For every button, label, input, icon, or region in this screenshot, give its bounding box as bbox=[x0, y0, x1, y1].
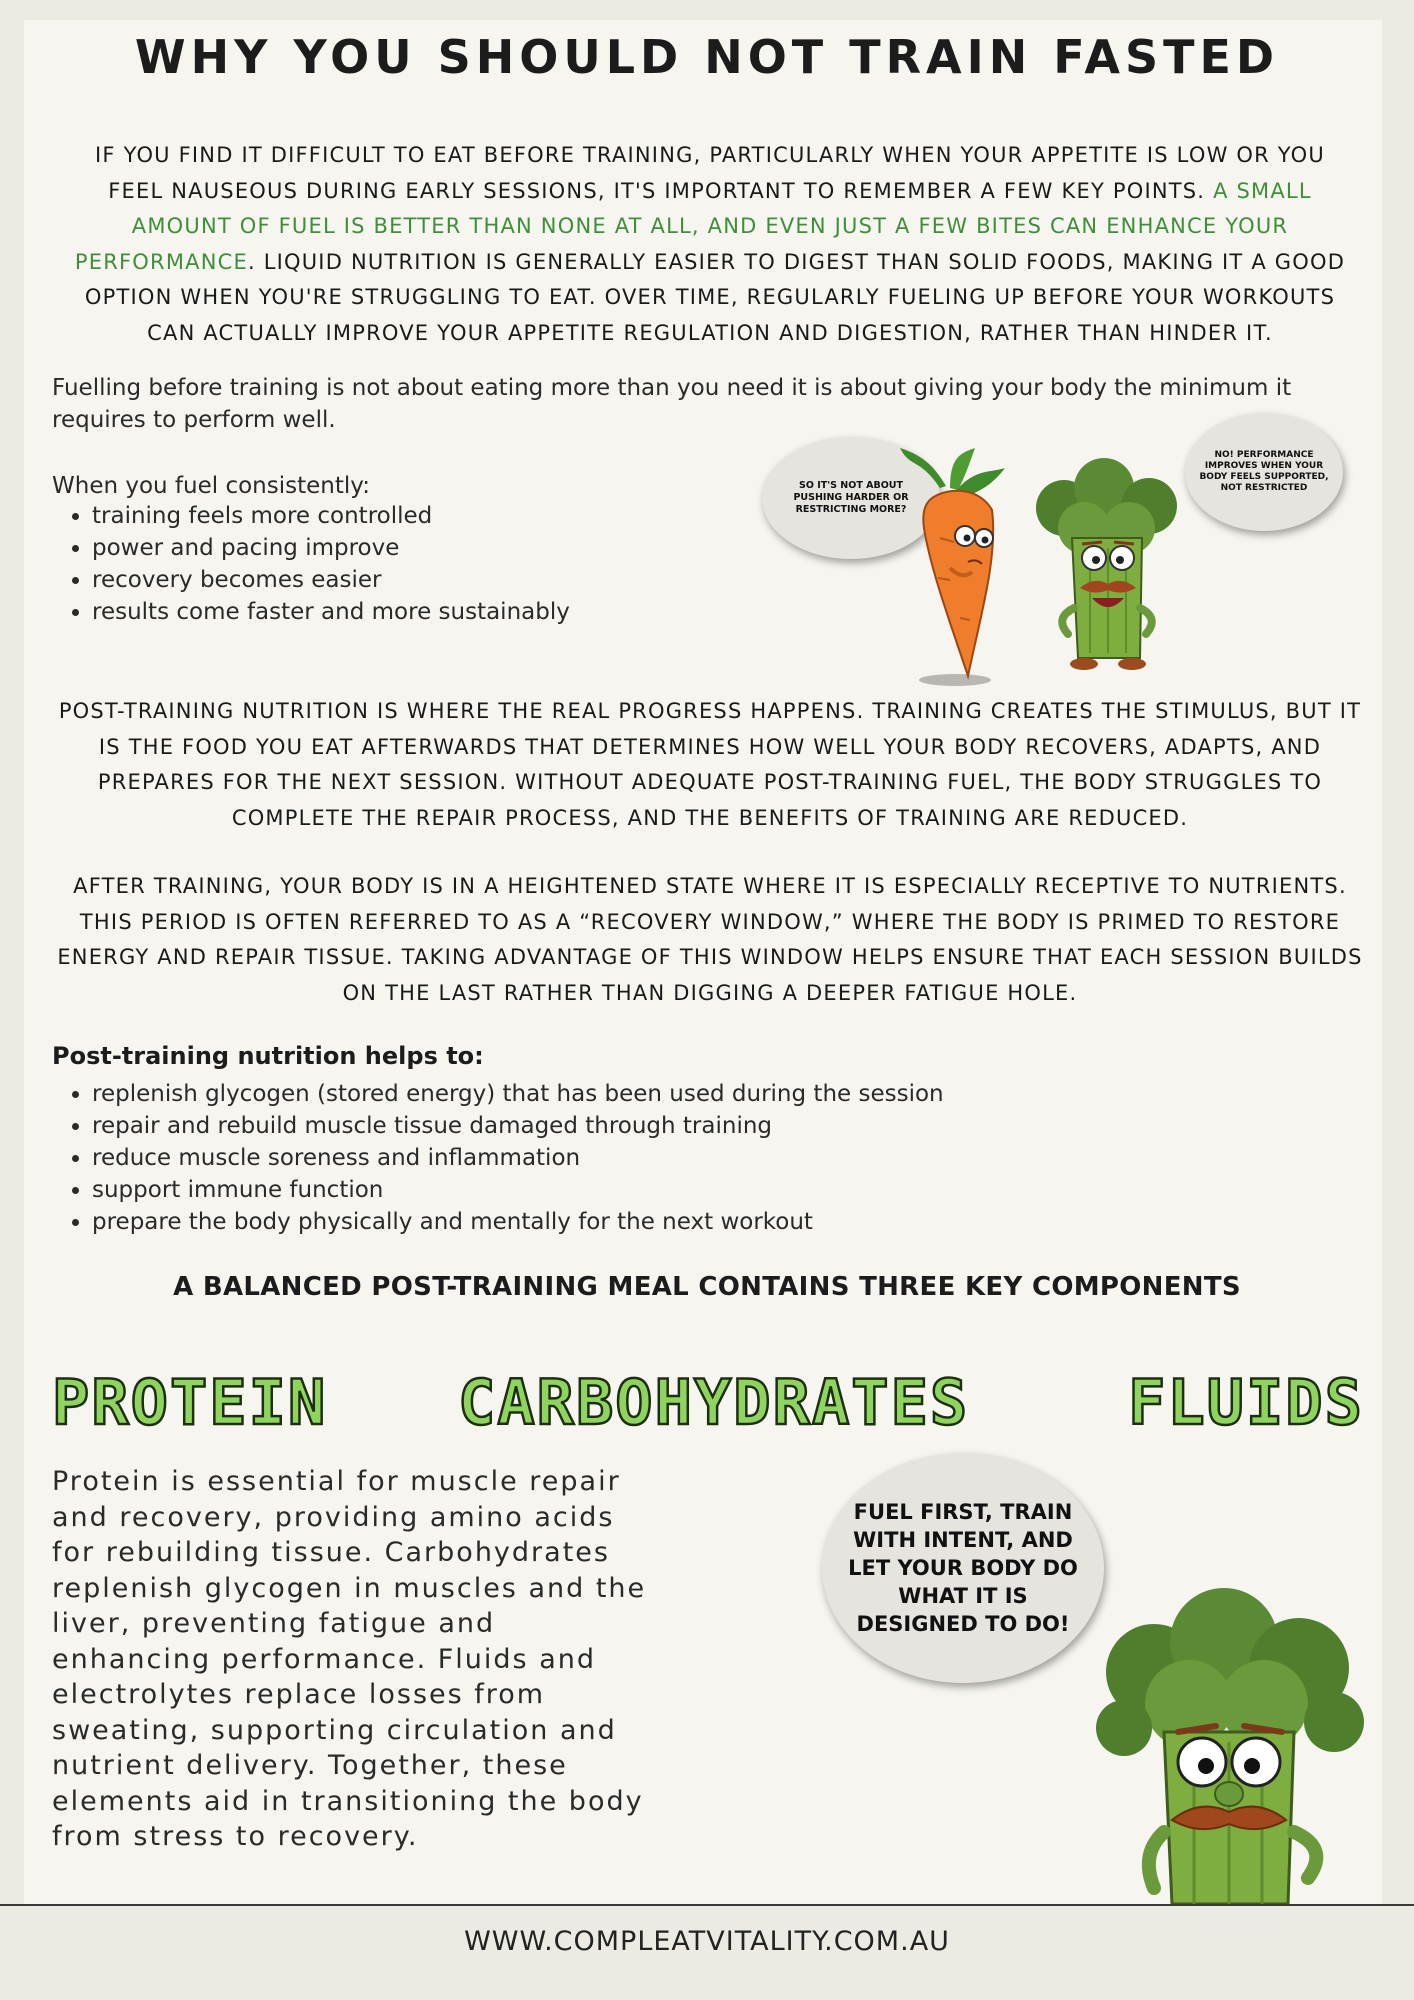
list-item: • recovery becomes easier bbox=[92, 564, 570, 596]
list-item: • prepare the body physically and mentally for the next workout bbox=[92, 1206, 944, 1238]
broccoli-mascot-illustration bbox=[1094, 1592, 1374, 1904]
balanced-heading: A BALANCED POST-TRAINING MEAL CONTAINS THREE KEY COMPONENTS bbox=[173, 1272, 1241, 1302]
list-item: • repair and rebuild muscle tissue damaged through training bbox=[92, 1110, 944, 1142]
post-training-label: Post-training nutrition helps to: bbox=[52, 1042, 484, 1070]
list-item: • power and pacing improve bbox=[92, 532, 570, 564]
intro-text-1: IF YOU FIND IT DIFFICULT TO EAT BEFORE TRAINING, PARTICULARLY WHEN YOUR APPETITE IS LOW OR YOU FEEL NAUSEOUS DURING EARLY SESSIONS, IT'S IMPORTANT TO REMEMBER A FEW KEY POINTS. bbox=[95, 143, 1325, 203]
list-item: • training feels more controlled bbox=[92, 500, 570, 532]
list-item: • support immune function bbox=[92, 1174, 944, 1206]
component-carbohydrates: CARBOHYDRATES bbox=[458, 1366, 970, 1439]
broccoli-illustration bbox=[1024, 458, 1194, 678]
fuelling-paragraph: Fuelling before training is not about eating more than you need it is about giving your body the minimum it requires to perform well. bbox=[52, 375, 1292, 433]
post-training-list bbox=[52, 1078, 944, 1238]
post-training-paragraph-2: AFTER TRAINING, YOUR BODY IS IN A HEIGHTENED STATE WHERE IT IS ESPECIALLY RECEPTIVE TO NUTRIENTS. THIS PERIOD IS OFTEN REFERRED TO AS A “RECOVERY WINDOW,” WHERE THE BODY IS PRIMED TO RESTORE ENERGY AND REPAIR TISSUE. TAKING ADVANTAGE OF THIS WINDOW HELPS ENSURE THAT EACH SESSION BUILDS ON THE LAST RATHER THAN DIGGING A DEEPER FATIGUE HOLE. bbox=[57, 874, 1363, 1005]
footer-website: WWW.COMPLEATVITALITY.COM.AU bbox=[464, 1926, 950, 1957]
list-item: • results come faster and more sustainably bbox=[92, 596, 570, 628]
broccoli-speech-bubble: NO! PERFORMANCE IMPROVES WHEN YOUR BODY FEELS SUPPORTED, NOT RESTRICTED bbox=[1185, 413, 1343, 531]
carrot-speech-bubble: SO IT'S NOT ABOUT PUSHING HARDER OR RESTRICTING MORE? bbox=[762, 437, 940, 559]
summary-paragraph: Protein is essential for muscle repair and recovery, providing amino acids for rebuilding tissue. Carbohydrates replenish glycogen in muscles and the liver, preventing fatigue and enhancing performance. Fluids and electrolytes replace losses from sweating, supporting circulation and nutrient delivery. Together, these elements aid in transitioning the body from stress to recovery. bbox=[52, 1466, 647, 1852]
post-training-paragraph-1: POST-TRAINING NUTRITION IS WHERE THE REAL PROGRESS HAPPENS. TRAINING CREATES THE STIMULUS, BUT IT IS THE FOOD YOU EAT AFTERWARDS THAT DETERMINES HOW WELL YOUR BODY RECOVERS, ADAPTS, AND PREPARES FOR THE NEXT SESSION. WITHOUT ADEQUATE POST-TRAINING FUEL, THE BODY STRUGGLES TO COMPLETE THE REPAIR PROCESS, AND THE BENEFITS OF TRAINING ARE REDUCED. bbox=[58, 699, 1362, 830]
component-fluids: FLUIDS bbox=[1128, 1366, 1364, 1439]
intro-text-2: . LIQUID NUTRITION IS GENERALLY EASIER TO DIGEST THAN SOLID FOODS, MAKING IT A GOOD OPTION WHEN YOU'RE STRUGGLING TO EAT. OVER TIME, REGULARLY FUELING UP BEFORE YOUR WORKOUTS CAN ACTUALLY IMPROVE YOUR APPETITE REGULATION AND DIGESTION, RATHER THAN HINDER IT. bbox=[84, 249, 1346, 345]
consistent-list bbox=[52, 500, 570, 628]
consistent-label: When you fuel consistently: bbox=[52, 473, 370, 499]
final-speech-bubble: FUEL FIRST, TRAIN WITH INTENT, AND LET YOUR BODY DO WHAT IT IS DESIGNED TO DO! bbox=[822, 1453, 1104, 1683]
list-item: • replenish glycogen (stored energy) that has been used during the session bbox=[92, 1078, 944, 1110]
intro-paragraph bbox=[70, 138, 1350, 351]
component-protein: PROTEIN bbox=[52, 1366, 328, 1439]
carrot-illustration bbox=[880, 448, 1030, 688]
list-item: • reduce muscle soreness and inflammation bbox=[92, 1142, 944, 1174]
page-title: WHY YOU SHOULD NOT TRAIN FASTED bbox=[134, 30, 1280, 84]
footer-divider bbox=[0, 1904, 1414, 1906]
intro-highlight: A SMALL AMOUNT OF FUEL IS BETTER THAN NONE AT ALL, AND EVEN JUST A FEW BITES CAN ENHANCE YOUR PERFORMANCE bbox=[74, 178, 1312, 274]
